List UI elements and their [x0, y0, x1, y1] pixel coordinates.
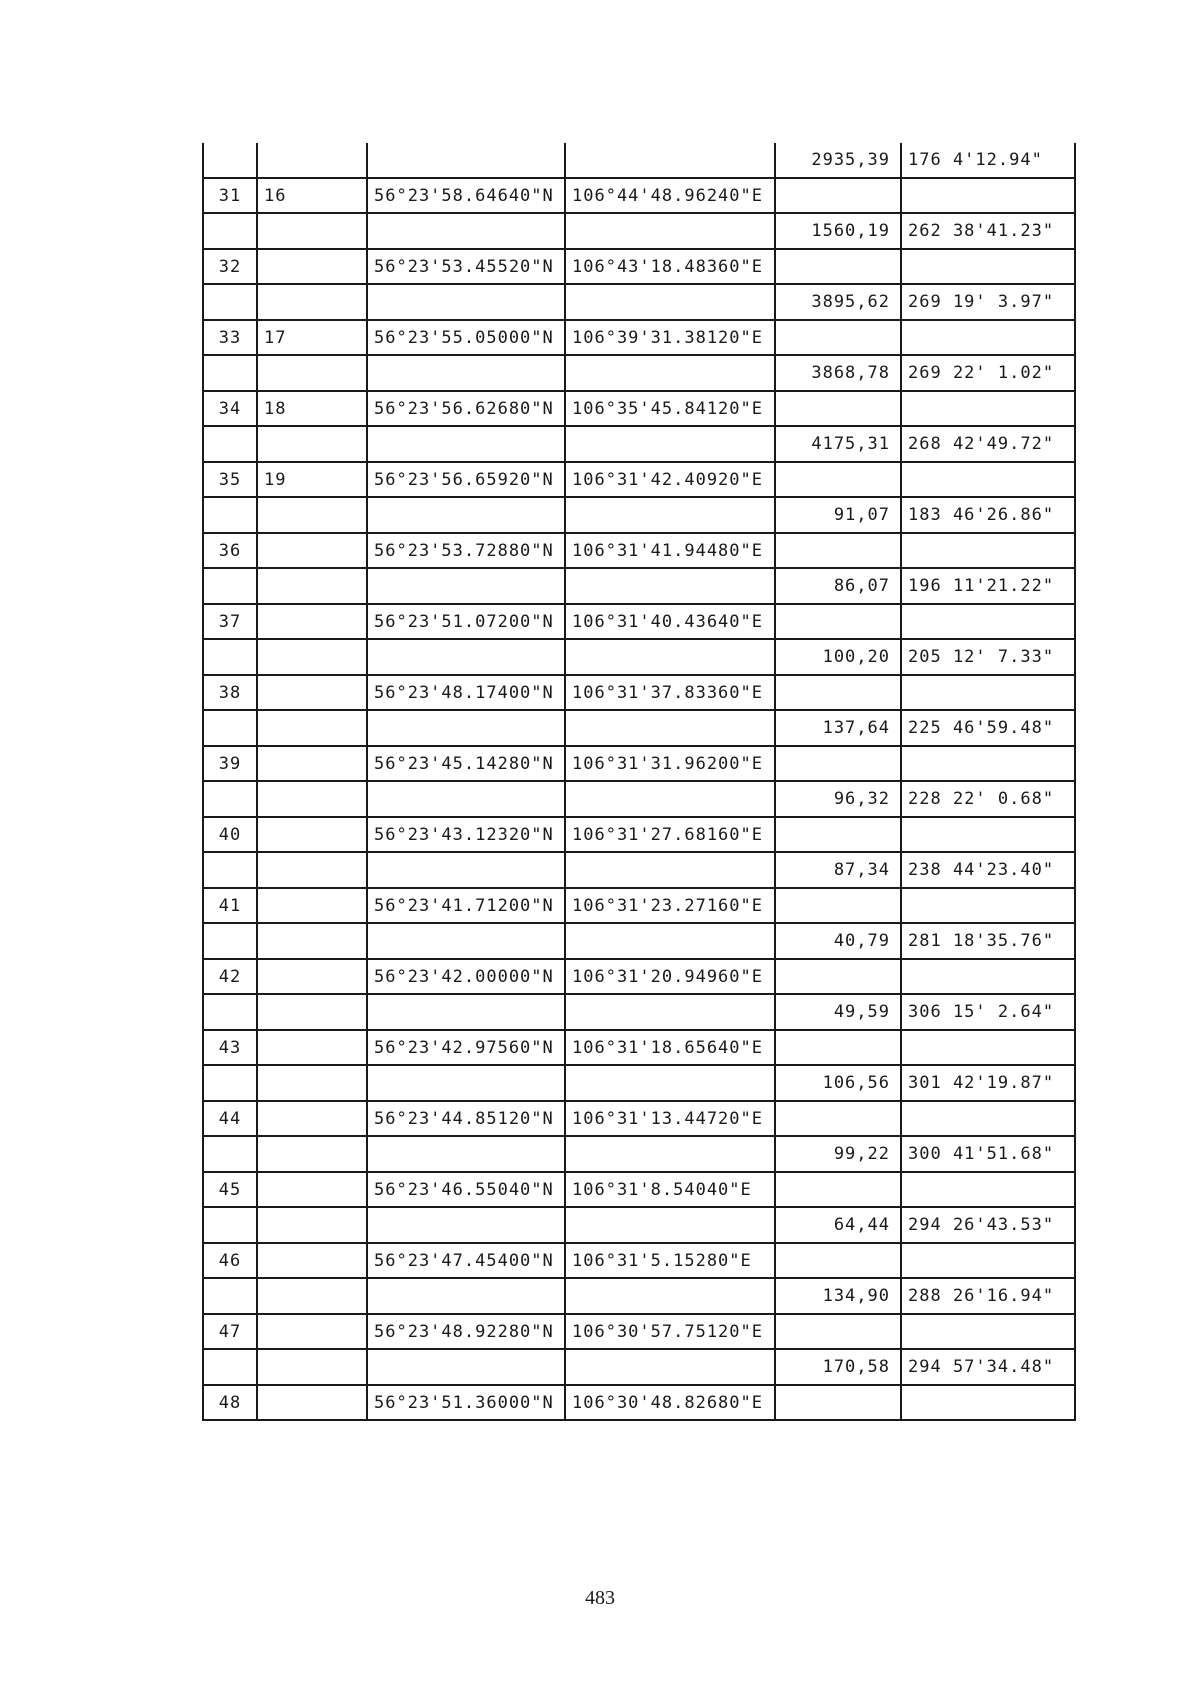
longitude-cell: 106°31'37.83360"E [565, 675, 775, 710]
boundary-number-cell [257, 888, 367, 923]
point-number-cell [203, 355, 257, 391]
longitude-cell [565, 213, 775, 249]
point-number-cell: 47 [203, 1314, 257, 1349]
length-cell: 3895,62 [775, 284, 901, 320]
direction-angle-cell [901, 533, 1075, 568]
direction-angle-cell [901, 604, 1075, 639]
point-number-cell [203, 284, 257, 320]
point-number-cell [203, 1278, 257, 1314]
point-number-cell: 41 [203, 888, 257, 923]
point-number-cell [203, 426, 257, 462]
longitude-cell: 106°31'20.94960"E [565, 959, 775, 994]
boundary-number-cell [257, 1349, 367, 1385]
latitude-cell: 56°23'56.62680"N [367, 391, 565, 426]
segment-row [203, 1136, 1075, 1172]
direction-angle-cell: 196 11'21.22" [901, 568, 1075, 604]
direction-angle-cell [901, 888, 1075, 923]
boundary-number-cell [257, 1101, 367, 1136]
length-cell: 100,20 [775, 639, 901, 675]
latitude-cell: 56°23'41.71200"N [367, 888, 565, 923]
point-number-cell: 33 [203, 320, 257, 355]
length-cell [775, 533, 901, 568]
direction-angle-cell [901, 178, 1075, 213]
boundary-number-cell [257, 533, 367, 568]
point-row [203, 746, 1075, 781]
longitude-cell [565, 497, 775, 533]
boundary-number-cell [257, 746, 367, 781]
direction-angle-cell [901, 320, 1075, 355]
point-number-cell: 43 [203, 1030, 257, 1065]
boundary-number-cell [257, 1314, 367, 1349]
direction-angle-cell: 269 19' 3.97" [901, 284, 1075, 320]
direction-angle-cell [901, 1172, 1075, 1207]
segment-row [203, 1065, 1075, 1101]
boundary-number-cell [257, 1385, 367, 1420]
longitude-cell: 106°31'18.65640"E [565, 1030, 775, 1065]
direction-angle-cell: 268 42'49.72" [901, 426, 1075, 462]
boundary-number-cell [257, 781, 367, 817]
boundary-number-cell [257, 675, 367, 710]
latitude-cell: 56°23'45.14280"N [367, 746, 565, 781]
point-number-cell: 38 [203, 675, 257, 710]
length-cell: 86,07 [775, 568, 901, 604]
boundary-number-cell [257, 213, 367, 249]
length-cell: 40,79 [775, 923, 901, 959]
direction-angle-cell [901, 817, 1075, 852]
latitude-cell [367, 994, 565, 1030]
point-number-cell [203, 710, 257, 746]
point-row [203, 462, 1075, 497]
direction-angle-cell [901, 391, 1075, 426]
longitude-cell: 106°31'27.68160"E [565, 817, 775, 852]
point-row [203, 1314, 1075, 1349]
latitude-cell: 56°23'55.05000"N [367, 320, 565, 355]
point-row [203, 675, 1075, 710]
segment-row [203, 639, 1075, 675]
point-row [203, 1172, 1075, 1207]
direction-angle-cell: 183 46'26.86" [901, 497, 1075, 533]
length-cell: 91,07 [775, 497, 901, 533]
segment-row [203, 143, 1075, 178]
length-cell: 64,44 [775, 1207, 901, 1243]
longitude-cell: 106°31'13.44720"E [565, 1101, 775, 1136]
direction-angle-cell [901, 675, 1075, 710]
length-cell: 134,90 [775, 1278, 901, 1314]
latitude-cell [367, 1065, 565, 1101]
direction-angle-cell: 262 38'41.23" [901, 213, 1075, 249]
length-cell [775, 1243, 901, 1278]
latitude-cell [367, 497, 565, 533]
point-number-cell: 48 [203, 1385, 257, 1420]
point-number-cell: 36 [203, 533, 257, 568]
latitude-cell [367, 923, 565, 959]
direction-angle-cell: 294 26'43.53" [901, 1207, 1075, 1243]
segment-row [203, 355, 1075, 391]
direction-angle-cell: 288 26'16.94" [901, 1278, 1075, 1314]
point-row [203, 604, 1075, 639]
longitude-cell: 106°31'40.43640"E [565, 604, 775, 639]
latitude-cell [367, 852, 565, 888]
longitude-cell [565, 568, 775, 604]
longitude-cell: 106°30'48.82680"E [565, 1385, 775, 1420]
boundary-number-cell [257, 1065, 367, 1101]
segment-row [203, 1207, 1075, 1243]
length-cell [775, 817, 901, 852]
direction-angle-cell [901, 249, 1075, 284]
segment-row [203, 1278, 1075, 1314]
direction-angle-cell: 238 44'23.40" [901, 852, 1075, 888]
segment-row [203, 1349, 1075, 1385]
point-number-cell [203, 923, 257, 959]
latitude-cell: 56°23'43.12320"N [367, 817, 565, 852]
direction-angle-cell: 301 42'19.87" [901, 1065, 1075, 1101]
length-cell [775, 1314, 901, 1349]
longitude-cell [565, 355, 775, 391]
latitude-cell: 56°23'42.00000"N [367, 959, 565, 994]
point-number-cell: 46 [203, 1243, 257, 1278]
length-cell: 137,64 [775, 710, 901, 746]
segment-row [203, 568, 1075, 604]
length-cell [775, 1385, 901, 1420]
point-number-cell [203, 568, 257, 604]
length-cell [775, 746, 901, 781]
length-cell [775, 249, 901, 284]
boundary-number-cell [257, 143, 367, 178]
longitude-cell [565, 1065, 775, 1101]
latitude-cell [367, 426, 565, 462]
length-cell: 3868,78 [775, 355, 901, 391]
segment-row [203, 213, 1075, 249]
point-number-cell: 35 [203, 462, 257, 497]
length-cell [775, 462, 901, 497]
latitude-cell [367, 1136, 565, 1172]
point-row [203, 1243, 1075, 1278]
length-cell [775, 675, 901, 710]
direction-angle-cell [901, 1030, 1075, 1065]
length-cell [775, 888, 901, 923]
latitude-cell [367, 213, 565, 249]
direction-angle-cell: 205 12' 7.33" [901, 639, 1075, 675]
point-number-cell [203, 1136, 257, 1172]
longitude-cell [565, 1207, 775, 1243]
point-row [203, 391, 1075, 426]
coordinates-table-body [203, 143, 1075, 1420]
point-number-cell [203, 994, 257, 1030]
longitude-cell: 106°31'5.15280"E [565, 1243, 775, 1278]
latitude-cell [367, 1207, 565, 1243]
segment-row [203, 497, 1075, 533]
latitude-cell: 56°23'46.55040"N [367, 1172, 565, 1207]
longitude-cell [565, 994, 775, 1030]
boundary-number-cell: 19 [257, 462, 367, 497]
boundary-number-cell [257, 497, 367, 533]
boundary-number-cell [257, 1243, 367, 1278]
point-number-cell [203, 1207, 257, 1243]
length-cell [775, 320, 901, 355]
longitude-cell [565, 852, 775, 888]
point-number-cell [203, 781, 257, 817]
length-cell [775, 178, 901, 213]
latitude-cell [367, 568, 565, 604]
segment-row [203, 284, 1075, 320]
boundary-number-cell [257, 1136, 367, 1172]
latitude-cell: 56°23'42.97560"N [367, 1030, 565, 1065]
latitude-cell: 56°23'44.85120"N [367, 1101, 565, 1136]
longitude-cell: 106°30'57.75120"E [565, 1314, 775, 1349]
point-number-cell [203, 213, 257, 249]
point-number-cell: 37 [203, 604, 257, 639]
latitude-cell: 56°23'48.17400"N [367, 675, 565, 710]
boundary-number-cell [257, 852, 367, 888]
boundary-number-cell [257, 1207, 367, 1243]
point-row [203, 817, 1075, 852]
latitude-cell: 56°23'47.45400"N [367, 1243, 565, 1278]
longitude-cell: 106°35'45.84120"E [565, 391, 775, 426]
longitude-cell: 106°43'18.48360"E [565, 249, 775, 284]
point-row [203, 533, 1075, 568]
point-number-cell [203, 639, 257, 675]
length-cell: 4175,31 [775, 426, 901, 462]
point-number-cell [203, 497, 257, 533]
direction-angle-cell [901, 1314, 1075, 1349]
direction-angle-cell: 225 46'59.48" [901, 710, 1075, 746]
longitude-cell [565, 710, 775, 746]
boundary-number-cell [257, 959, 367, 994]
latitude-cell: 56°23'53.72880"N [367, 533, 565, 568]
latitude-cell [367, 639, 565, 675]
longitude-cell: 106°31'41.94480"E [565, 533, 775, 568]
direction-angle-cell: 176 4'12.94" [901, 143, 1075, 178]
longitude-cell [565, 923, 775, 959]
boundary-number-cell [257, 604, 367, 639]
latitude-cell [367, 1349, 565, 1385]
point-number-cell: 42 [203, 959, 257, 994]
longitude-cell: 106°31'31.96200"E [565, 746, 775, 781]
segment-row [203, 994, 1075, 1030]
latitude-cell [367, 781, 565, 817]
latitude-cell: 56°23'58.64640"N [367, 178, 565, 213]
segment-row [203, 426, 1075, 462]
segment-row [203, 852, 1075, 888]
boundary-number-cell [257, 923, 367, 959]
point-row [203, 320, 1075, 355]
boundary-number-cell [257, 426, 367, 462]
segment-row [203, 710, 1075, 746]
length-cell: 99,22 [775, 1136, 901, 1172]
point-number-cell: 34 [203, 391, 257, 426]
longitude-cell: 106°31'8.54040"E [565, 1172, 775, 1207]
point-row [203, 1101, 1075, 1136]
longitude-cell: 106°31'42.40920"E [565, 462, 775, 497]
direction-angle-cell: 281 18'35.76" [901, 923, 1075, 959]
length-cell: 1560,19 [775, 213, 901, 249]
point-number-cell [203, 1349, 257, 1385]
direction-angle-cell: 294 57'34.48" [901, 1349, 1075, 1385]
latitude-cell [367, 1278, 565, 1314]
point-row [203, 959, 1075, 994]
boundary-number-cell: 18 [257, 391, 367, 426]
boundary-number-cell [257, 355, 367, 391]
boundary-number-cell [257, 568, 367, 604]
direction-angle-cell: 228 22' 0.68" [901, 781, 1075, 817]
length-cell: 170,58 [775, 1349, 901, 1385]
segment-row [203, 923, 1075, 959]
direction-angle-cell [901, 1385, 1075, 1420]
longitude-cell [565, 426, 775, 462]
boundary-number-cell [257, 249, 367, 284]
length-cell: 106,56 [775, 1065, 901, 1101]
longitude-cell [565, 639, 775, 675]
latitude-cell [367, 355, 565, 391]
latitude-cell: 56°23'48.92280"N [367, 1314, 565, 1349]
boundary-number-cell [257, 710, 367, 746]
boundary-number-cell [257, 1278, 367, 1314]
length-cell [775, 391, 901, 426]
point-number-cell [203, 1065, 257, 1101]
point-number-cell: 32 [203, 249, 257, 284]
direction-angle-cell [901, 462, 1075, 497]
direction-angle-cell: 300 41'51.68" [901, 1136, 1075, 1172]
point-row [203, 888, 1075, 923]
direction-angle-cell [901, 1101, 1075, 1136]
point-number-cell: 40 [203, 817, 257, 852]
direction-angle-cell [901, 746, 1075, 781]
direction-angle-cell: 306 15' 2.64" [901, 994, 1075, 1030]
point-row [203, 1385, 1075, 1420]
length-cell: 96,32 [775, 781, 901, 817]
longitude-cell [565, 1349, 775, 1385]
latitude-cell: 56°23'53.45520"N [367, 249, 565, 284]
latitude-cell [367, 284, 565, 320]
point-number-cell: 45 [203, 1172, 257, 1207]
point-number-cell: 31 [203, 178, 257, 213]
direction-angle-cell [901, 1243, 1075, 1278]
length-cell: 87,34 [775, 852, 901, 888]
longitude-cell [565, 1136, 775, 1172]
length-cell [775, 1030, 901, 1065]
point-row [203, 1030, 1075, 1065]
latitude-cell [367, 710, 565, 746]
longitude-cell [565, 781, 775, 817]
length-cell [775, 1172, 901, 1207]
point-number-cell [203, 143, 257, 178]
direction-angle-cell [901, 959, 1075, 994]
longitude-cell [565, 1278, 775, 1314]
longitude-cell: 106°31'23.27160"E [565, 888, 775, 923]
latitude-cell [367, 143, 565, 178]
boundary-number-cell [257, 817, 367, 852]
point-number-cell [203, 852, 257, 888]
boundary-number-cell [257, 1172, 367, 1207]
latitude-cell: 56°23'56.65920"N [367, 462, 565, 497]
length-cell [775, 604, 901, 639]
boundary-number-cell: 16 [257, 178, 367, 213]
longitude-cell [565, 143, 775, 178]
point-number-cell: 44 [203, 1101, 257, 1136]
longitude-cell: 106°39'31.38120"E [565, 320, 775, 355]
length-cell: 49,59 [775, 994, 901, 1030]
boundary-number-cell [257, 1030, 367, 1065]
page-number: 483 [585, 1587, 615, 1609]
boundary-number-cell: 17 [257, 320, 367, 355]
segment-row [203, 781, 1075, 817]
length-cell: 2935,39 [775, 143, 901, 178]
point-number-cell: 39 [203, 746, 257, 781]
point-row [203, 249, 1075, 284]
length-cell [775, 1101, 901, 1136]
longitude-cell: 106°44'48.96240"E [565, 178, 775, 213]
point-row [203, 178, 1075, 213]
latitude-cell: 56°23'51.07200"N [367, 604, 565, 639]
boundary-number-cell [257, 994, 367, 1030]
length-cell [775, 959, 901, 994]
direction-angle-cell: 269 22' 1.02" [901, 355, 1075, 391]
coordinates-table [202, 143, 1076, 1421]
boundary-number-cell [257, 639, 367, 675]
longitude-cell [565, 284, 775, 320]
latitude-cell: 56°23'51.36000"N [367, 1385, 565, 1420]
boundary-number-cell [257, 284, 367, 320]
